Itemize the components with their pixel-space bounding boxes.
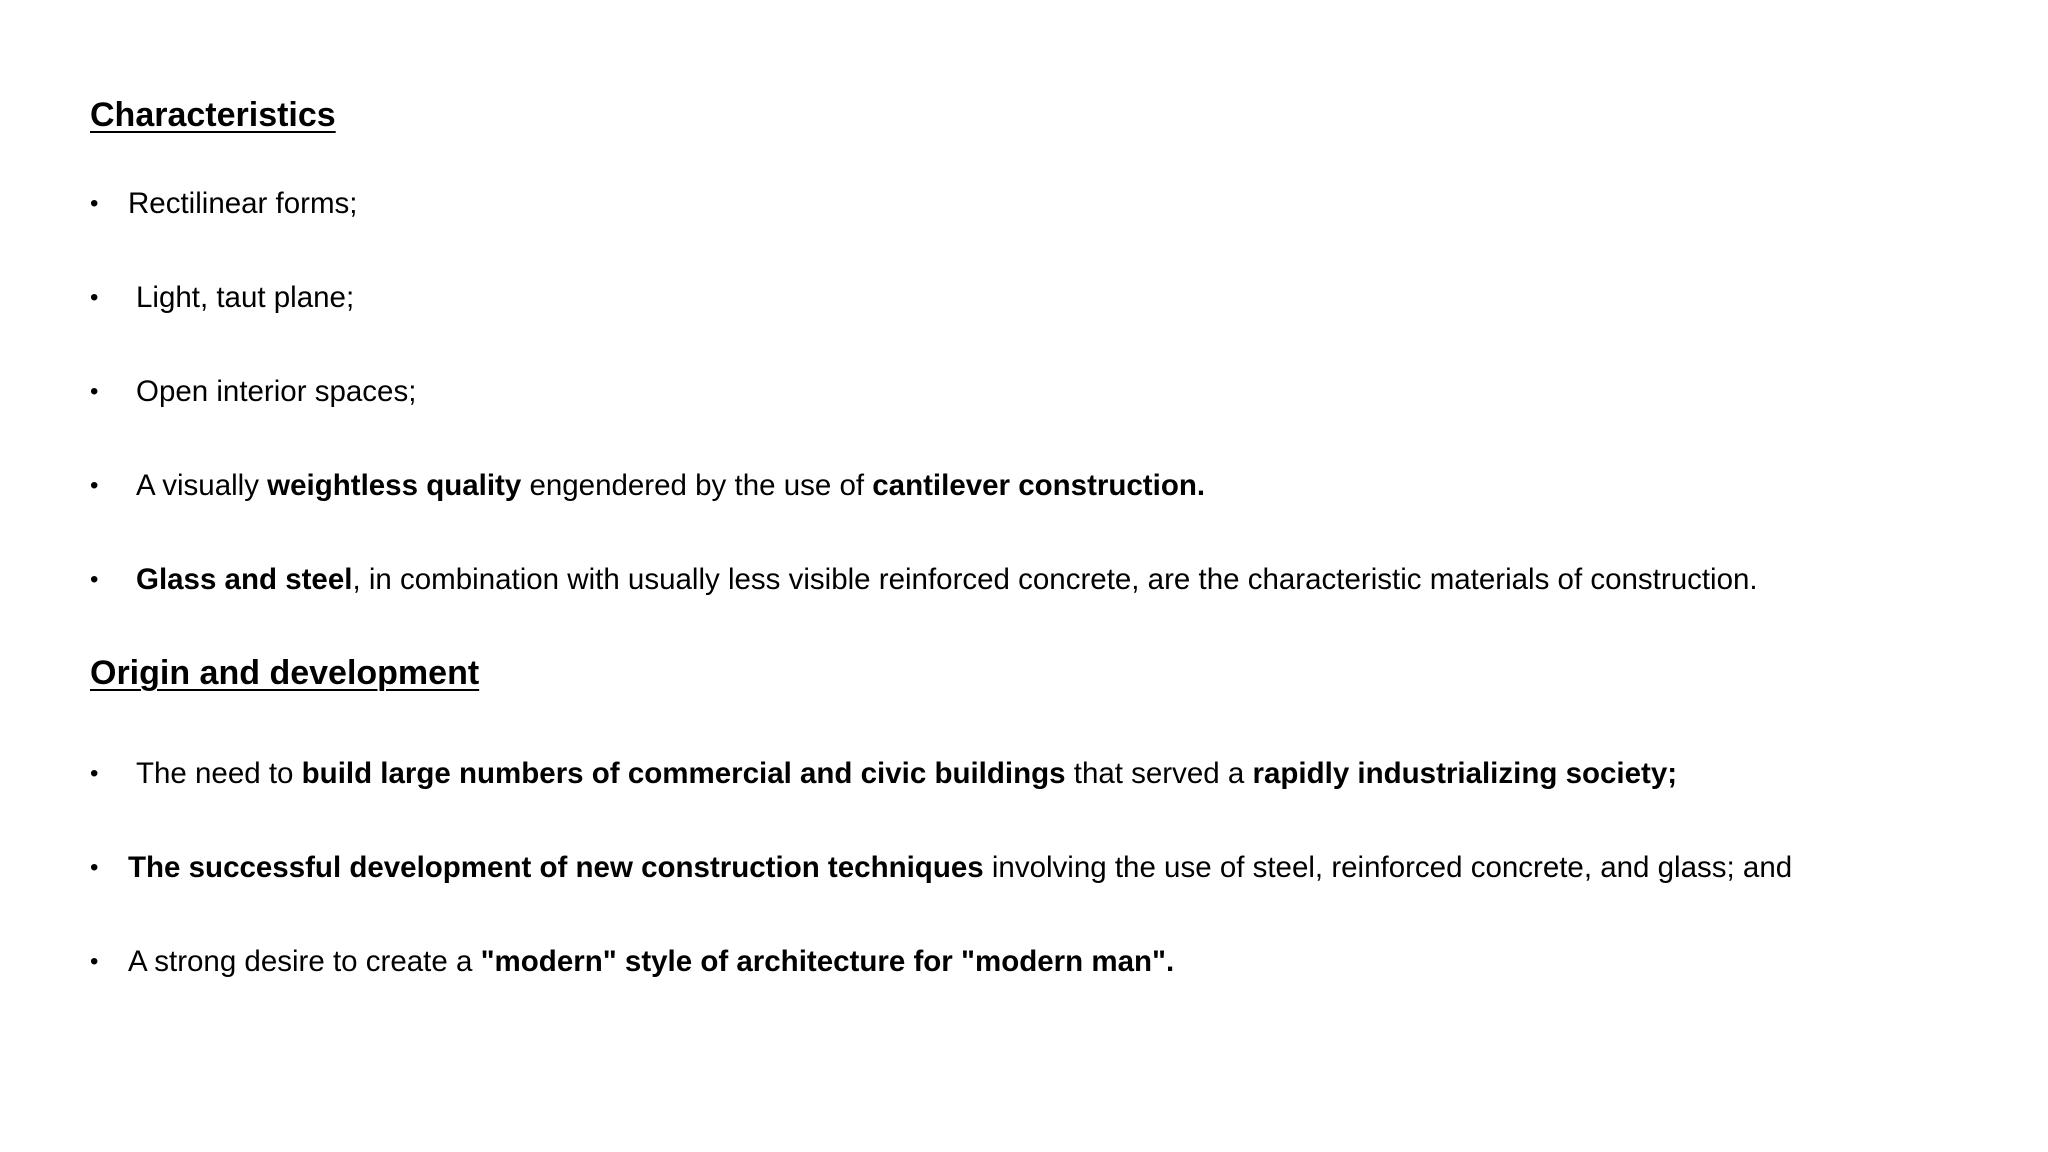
heading-characteristics: Characteristics [90, 96, 336, 134]
bullet-icon: • [90, 854, 99, 881]
bullet-icon: • [90, 948, 99, 975]
item-text: Light, taut plane; [136, 281, 355, 314]
heading-origin-and-development: Origin and development [90, 654, 480, 692]
bullet-icon: • [90, 378, 99, 405]
item-text: A strong desire to create a "modern" style of architecture for "modern man". [128, 945, 1175, 978]
item-text: Glass and steel, in combination with usually less visible reinforced concrete, are the characteristic materials of construction. [136, 563, 1758, 596]
bullet-icon: • [90, 566, 99, 593]
item-text: A visually weightless quality engendered by the use of cantilever construction. [136, 469, 1206, 502]
bullet-icon: • [90, 472, 99, 499]
bullet-icon: • [90, 190, 99, 217]
item-text: Open interior spaces; [136, 375, 417, 408]
bullet-icon: • [90, 760, 99, 787]
item-text: The successful development of new construction techniques involving the use of steel, reinforced concrete, and glass; and [128, 851, 1793, 884]
item-text: The need to build large numbers of commercial and civic buildings that served a rapidly industrializing society; [136, 757, 1678, 790]
item-text: Rectilinear forms; [128, 187, 358, 220]
bullet-icon: • [90, 284, 99, 311]
